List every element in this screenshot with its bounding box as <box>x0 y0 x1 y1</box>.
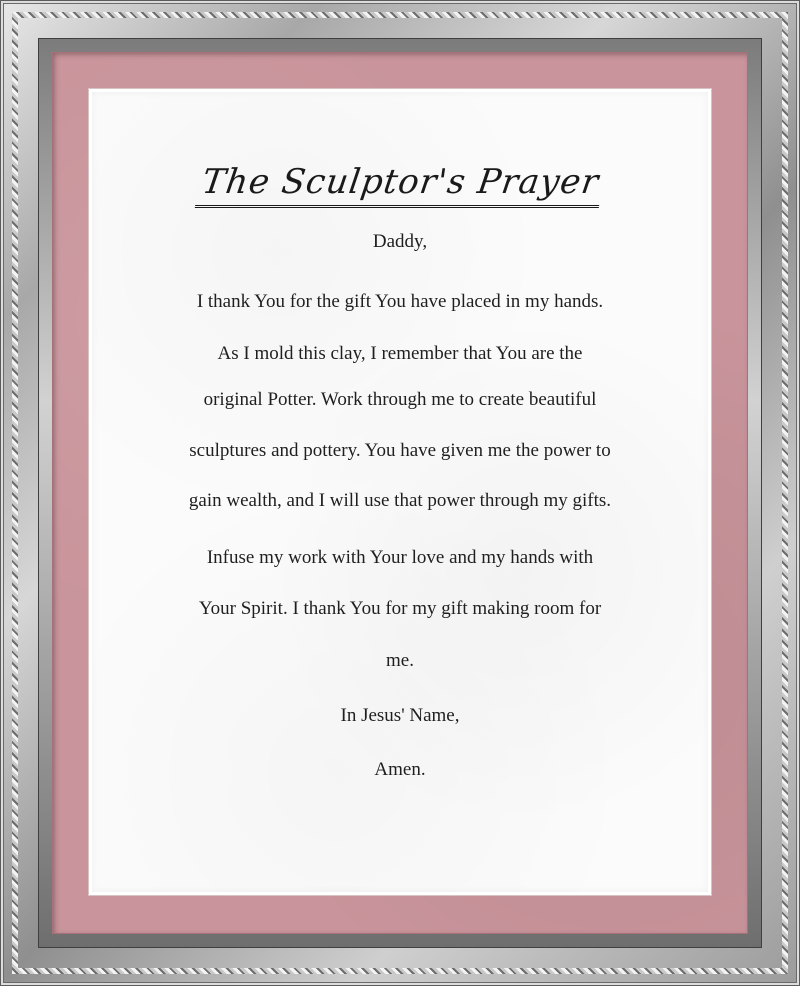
prayer-line-3: original Potter. Work through me to create beautiful <box>203 389 597 410</box>
prayer-line-8: me. <box>386 650 414 671</box>
closing-line: In Jesus' Name, <box>340 705 460 726</box>
prayer-line-7: Your Spirit. I thank You for my gift making room for <box>198 598 602 619</box>
prayer-line-4: sculptures and pottery. You have given me the power to <box>189 440 611 461</box>
prayer-line-1: I thank You for the gift You have placed in my hands. <box>196 291 604 312</box>
prayer-line-2: As I mold this clay, I remember that You are the <box>217 343 583 364</box>
amen-line: Amen. <box>374 759 426 780</box>
salutation: Daddy, <box>372 231 428 252</box>
prayer-line-5: gain wealth, and I will use that power through my gifts. <box>188 490 612 511</box>
prayer-title-text: The Sculptor's Prayer <box>195 162 606 208</box>
prayer-paper <box>92 92 708 892</box>
prayer-title <box>92 162 708 208</box>
prayer-line-6: Infuse my work with Your love and my hands with <box>206 547 594 568</box>
